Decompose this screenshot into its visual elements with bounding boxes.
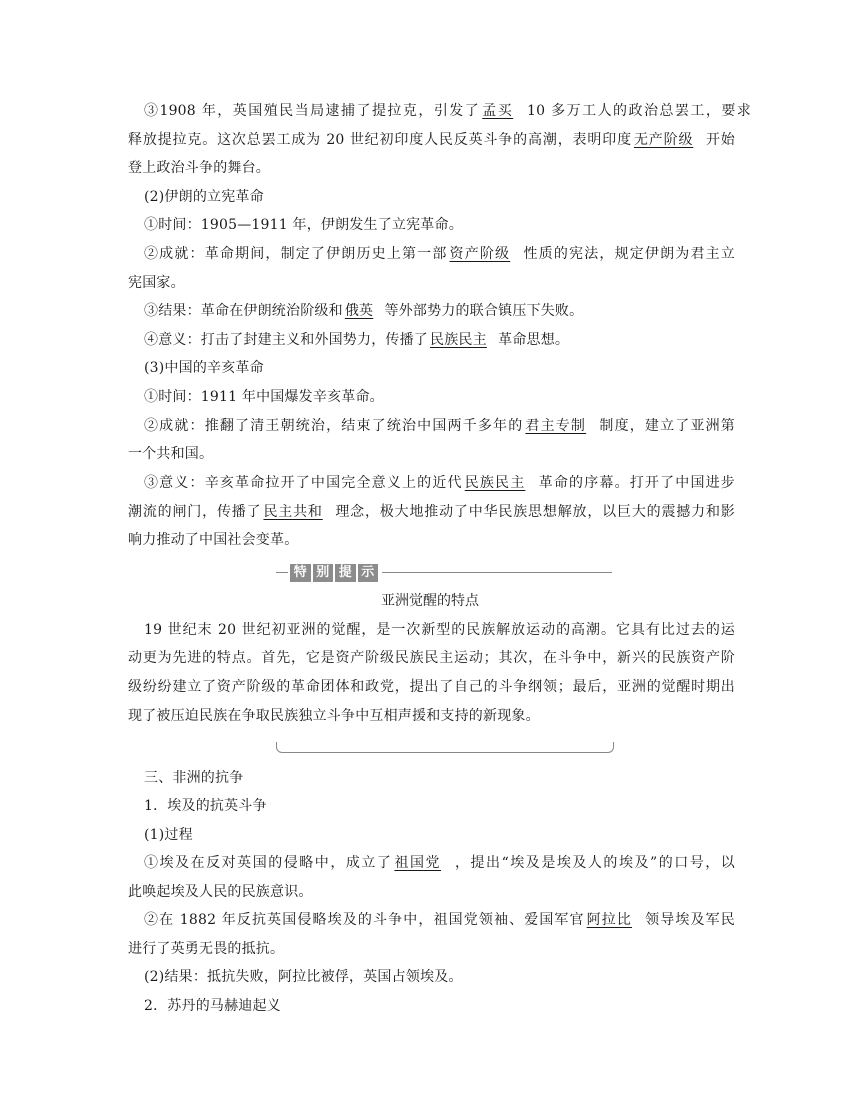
iran-time: ①时间：1905—1911 年，伊朗发生了立宪革命。: [144, 217, 463, 233]
china-significance-line1: ③意义：辛亥革命拉开了中国完全意义上的近代 民族民主 革命的序幕。打开了中国进步: [144, 475, 735, 491]
heading-china: (3)中国的辛亥革命: [144, 360, 264, 376]
para-india-strike-line3: 登上政治斗争的舞台。: [128, 160, 270, 176]
tip-text-line3: 级纷纷建立了资产阶级的革命团体和政党，提出了自己的斗争纲领；最后，亚洲的觉醒时期出: [128, 679, 735, 695]
heading-iran: (2)伊朗的立宪革命: [144, 189, 264, 205]
china-significance-line3: 响力推动了中国社会变革。: [128, 532, 299, 548]
divider: [382, 572, 612, 573]
china-time: ①时间：1911 年中国爆发辛亥革命。: [144, 389, 384, 405]
answer-blank: 君主专制: [525, 418, 587, 434]
subheading-egypt: 1．埃及的抗英斗争: [144, 798, 267, 814]
special-tip-badge: 特 别 提 示: [290, 564, 378, 582]
china-significance-line2: 潮流的闸门，传播了 民主共和 理念，极大地推动了中华民族思想解放，以巨大的震撼力和影: [128, 504, 735, 520]
subheading-sudan: 2．苏丹的马赫迪起义: [144, 998, 281, 1014]
iran-achievement-line1: ②成就：革命期间，制定了伊朗历史上第一部 资产阶级 性质的宪法，规定伊朗为君主立: [144, 246, 736, 262]
special-tip-header: [276, 564, 612, 582]
egypt-result: (2)结果：抵抗失败，阿拉比被俘，英国占领埃及。: [144, 969, 463, 985]
tip-title: 亚洲觉醒的特点: [381, 593, 479, 609]
tip-text-line4: 现了被压迫民族在争取民族独立斗争中互相声援和支持的新现象。: [128, 708, 540, 724]
iran-significance: ④意义：打击了封建主义和外国势力，传播了 民族民主 革命思想。: [144, 332, 570, 348]
iran-result: ③结果：革命在伊朗统治阶级和 俄英 等外部势力的联合镇压下失败。: [144, 303, 584, 319]
egypt-process-1-line2: 此唤起埃及人民的民族意识。: [128, 884, 313, 900]
iran-achievement-line2: 宪国家。: [128, 275, 185, 291]
answer-blank: 俄英: [344, 303, 374, 319]
para-india-strike-line1: ③1908 年，英国殖民当局逮捕了提拉克，引发了 孟买 10 多万工人的政治总罢工，要求: [144, 103, 751, 119]
answer-blank: 无产阶级: [633, 132, 694, 148]
china-achievement-line2: 一个共和国。: [128, 446, 214, 462]
tip-text-line1: 19 世纪末 20 世纪初亚洲的觉醒，是一次新型的民族解放运动的高潮。它具有比过去的运: [144, 622, 735, 638]
china-achievement-line1: ②成就：推翻了清王朝统治，结束了统治中国两千多年的 君主专制 制度，建立了亚洲第: [144, 418, 735, 434]
egypt-process-heading: (1)过程: [144, 827, 193, 843]
answer-blank: 民主共和: [263, 504, 323, 520]
egypt-process-1-line1: ①埃及在反对英国的侵略中，成立了 祖国党 ，提出“埃及是埃及人的埃及”的口号，以: [144, 855, 735, 871]
divider: [276, 572, 288, 573]
special-tip-footer: [276, 742, 614, 753]
egypt-process-2-line2: 进行了英勇无畏的抵抗。: [128, 941, 285, 957]
answer-blank: 资产阶级: [449, 246, 511, 262]
tip-text-line2: 动更为先进的特点。首先，它是资产阶级民族民主运动；其次，在斗争中，新兴的民族资产阶: [128, 650, 735, 666]
section-heading-africa: 三、非洲的抗争: [144, 770, 244, 786]
answer-blank: 孟买: [482, 103, 514, 119]
answer-blank: 民族民主: [464, 475, 526, 491]
answer-blank: 民族民主: [430, 332, 487, 348]
para-india-strike-line2: 释放提拉克。这次总罢工成为 20 世纪初印度人民反英斗争的高潮，表明印度 无产阶级 开始: [128, 132, 735, 148]
egypt-process-2-line1: ②在 1882 年反抗英国侵略埃及的斗争中，祖国党领袖、爱国军官 阿拉比 领导埃及军民: [144, 912, 735, 928]
answer-blank: 祖国党: [394, 855, 442, 871]
answer-blank: 阿拉比: [586, 912, 633, 928]
